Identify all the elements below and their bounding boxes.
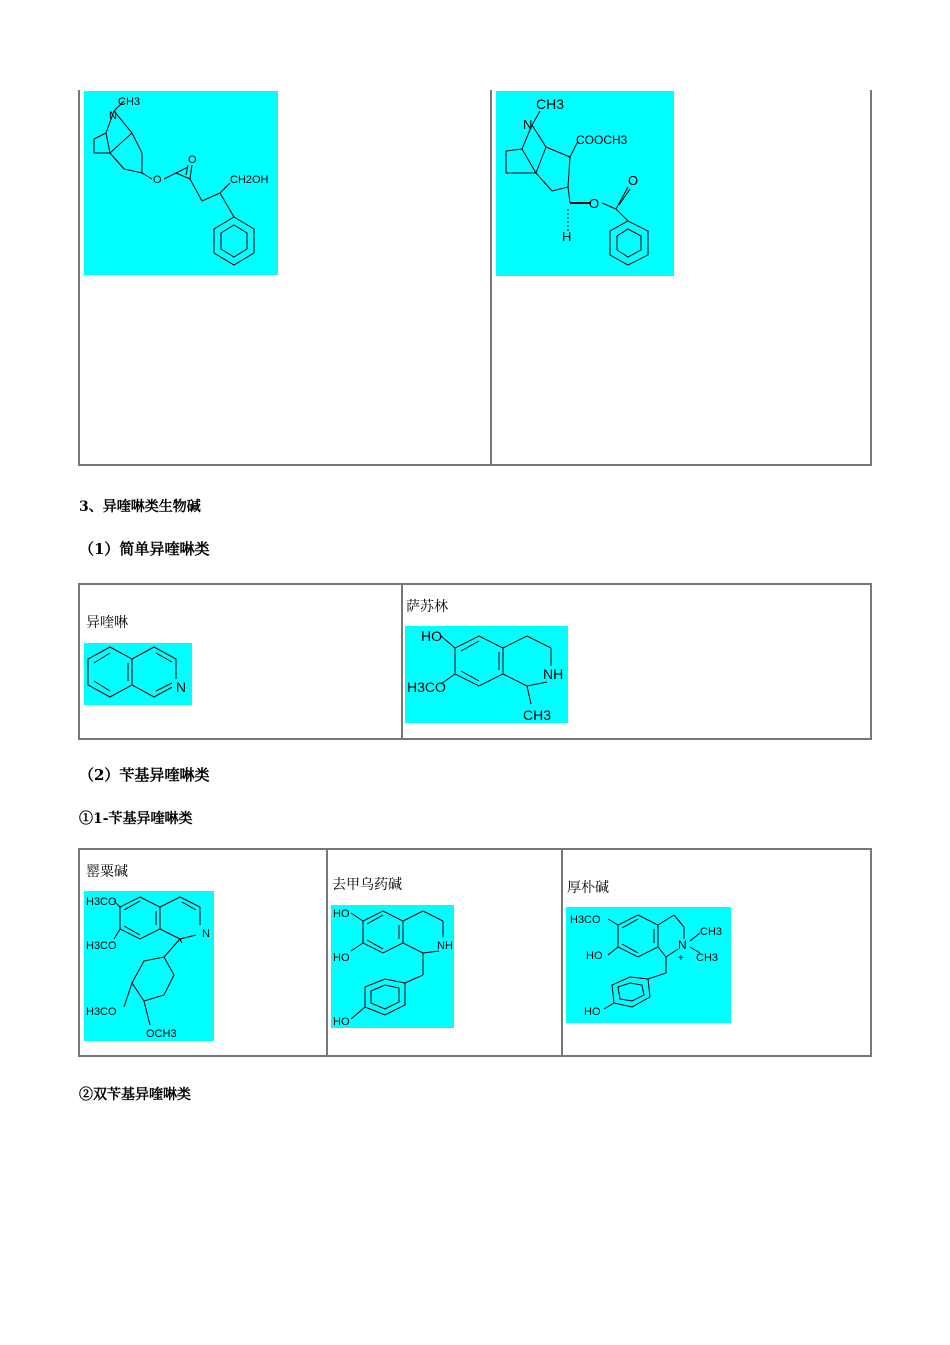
atom-ch3: CH3	[523, 707, 552, 723]
papaverine-structure	[84, 891, 214, 1041]
atom-nh: NH	[437, 940, 453, 952]
table-divider	[401, 585, 403, 738]
subsection-1-benzyl: ①1-苄基异喹啉类	[79, 811, 193, 827]
subsection-simple: （1）简单异喹啉类	[79, 540, 210, 558]
atom-h3co: H3CO	[570, 914, 601, 926]
atom-o: O	[589, 196, 600, 211]
atom-och3: OCH3	[146, 1028, 177, 1040]
subsection-benzyl: （2）苄基异喹啉类	[79, 766, 210, 784]
atom-ch3: CH3	[696, 952, 719, 964]
atom-ch3: CH3	[700, 926, 723, 938]
table-divider	[490, 90, 492, 464]
papaverine-label: 罂粟碱	[86, 864, 128, 880]
atom-ho: HO	[586, 950, 603, 962]
atom-ho: HO	[333, 1016, 350, 1028]
section-title: 3、异喹啉类生物碱	[79, 499, 201, 515]
higenamine-label: 去甲乌药碱	[332, 877, 402, 893]
atom-ho: HO	[584, 1006, 601, 1018]
atom-ho: HO	[333, 952, 350, 964]
atom-h3co: H3CO	[86, 1006, 117, 1018]
atom-ho: HO	[421, 628, 442, 644]
atom-h3co: H3CO	[407, 679, 446, 695]
atom-ch2oh: CH2OH	[230, 174, 269, 186]
atom-ho: HO	[333, 908, 350, 920]
magnocurarine-structure	[566, 907, 731, 1023]
atom-charge: +	[678, 953, 684, 964]
atom-ch3: CH3	[536, 96, 565, 112]
atom-nh: NH	[543, 666, 564, 682]
atom-h3co: H3CO	[86, 940, 117, 952]
atom-h: H	[562, 229, 572, 244]
cocaine-structure	[496, 91, 674, 276]
table-divider	[561, 850, 563, 1055]
magnocurarine-label: 厚朴碱	[567, 880, 609, 896]
salsoline-structure	[405, 626, 568, 723]
atom-ch3: CH3	[118, 96, 141, 108]
atom-cooch3: COOCH3	[576, 133, 628, 147]
higenamine-structure	[331, 905, 454, 1028]
atom-n: N	[202, 928, 210, 940]
subsection-bisbenzyl: ②双苄基异喹啉类	[79, 1087, 191, 1103]
atropine-structure	[84, 91, 278, 275]
isoquinoline-label: 异喹啉	[86, 615, 128, 631]
atom-n: N	[523, 117, 533, 132]
atom-h3co: H3CO	[86, 896, 117, 908]
atom-o: O	[628, 173, 639, 188]
atom-n: N	[678, 938, 687, 952]
atom-n: N	[176, 679, 187, 695]
table-divider	[326, 850, 328, 1055]
isoquinoline-structure	[84, 643, 192, 705]
salsoline-label: 萨苏林	[406, 599, 448, 615]
atom-o: O	[153, 174, 162, 186]
atom-o: O	[188, 154, 197, 166]
atom-n: N	[109, 110, 117, 122]
